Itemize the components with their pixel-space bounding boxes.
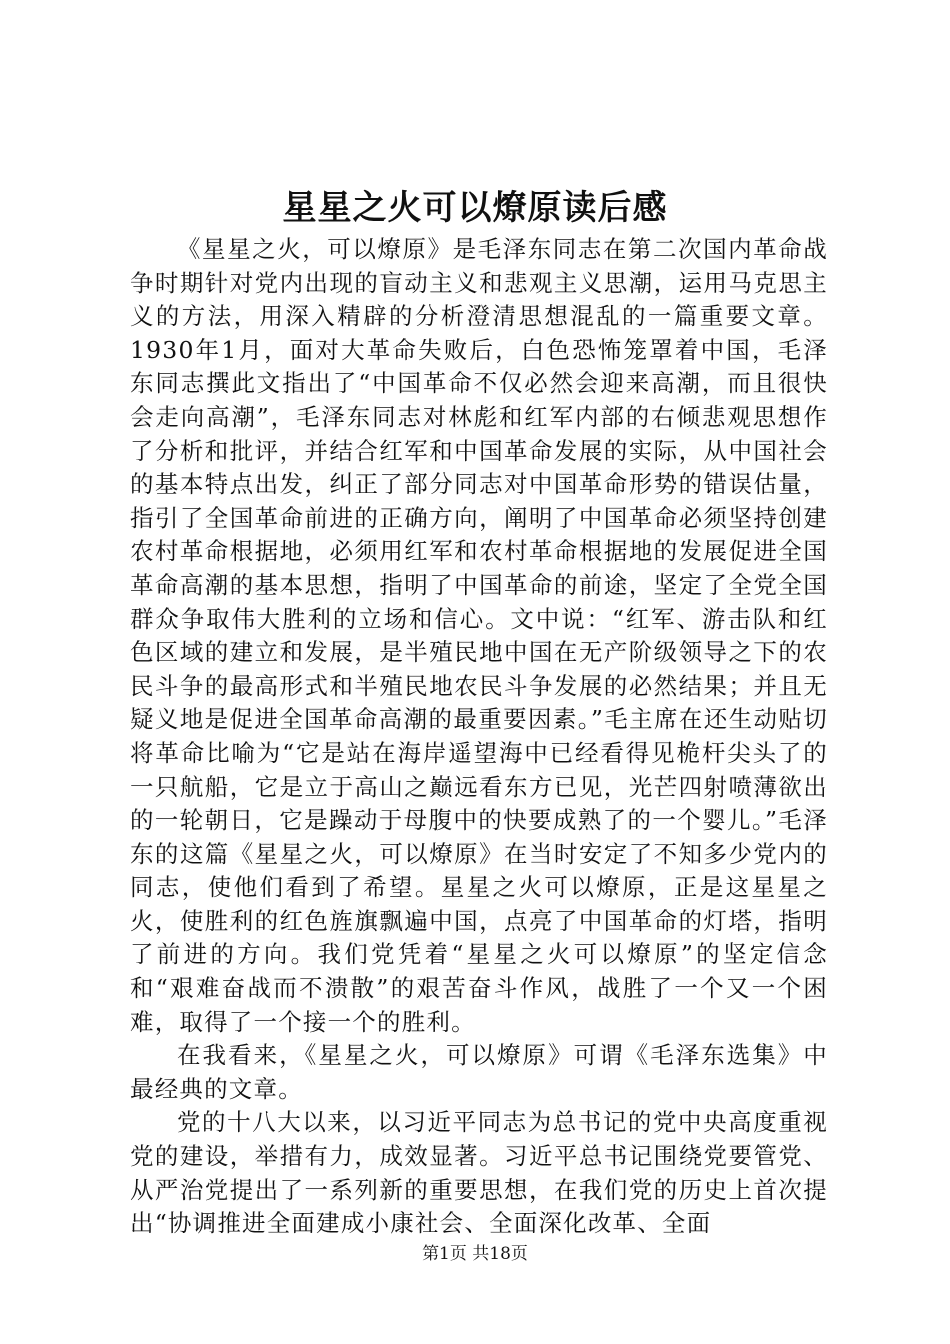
paragraph-1: 《星星之火，可以燎原》是毛泽东同志在第二次国内革命战争时期针对党内出现的盲动主义和悲观主义思潮，运用马克思主义的方法，用深入精辟的分析澄清思想混乱的一篇重要文章。1930年1月，面对大革命失败后，白色恐怖笼罩着中国，毛泽东同志撰此文指出了“中国革命不仅必然会迎来高潮，而且很快会走向高潮”，毛泽东同志对林彪和红军内部的右倾悲观思想作了分析和批评，并结合红军和中国革命发展的实际，从中国社会的基本特点出发，纠正了部分同志对中国革命形势的错误估量，指引了全国革命前进的正确方向，阐明了中国革命必须坚持创建农村革命根据地，必须用红军和农村革命根据地的发展促进全国革命高潮的基本思想，指明了中国革命的前途，坚定了全党全国群众争取伟大胜利的立场和信心。文中说：“红军、游击队和红色区域的建立和发展，是半殖民地中国在无产阶级领导之下的农民斗争的最高形式和半殖民地农民斗争发展的必然结果；并且无疑义地是促进全国革命高潮的最重要因素。”毛主席在还生动贴切将革命比喻为“它是站在海岸遥望海中已经看得见桅杆尖头了的一只航船，它是立于高山之巅远看东方已见，光芒四射喷薄欲出的一轮朝日，它是躁动于母腹中的快要成熟了的一个婴儿。”毛泽东的这篇《星星之火，可以燎原》在当时安定了不知多少党内的同志，使他们看到了希望。星星之火可以燎原，正是这星星之火，使胜利的红色旌旗飘遍中国，点亮了中国革命的灯塔，指明了前进的方向。我们党凭着“星星之火可以燎原”的坚定信念和“艰难奋战而不溃散”的艰苦奋斗作风，战胜了一个又一个困难，取得了一个接一个的胜利。 [130,235,828,1036]
paragraph-2: 在我看来，《星星之火，可以燎原》可谓《毛泽东选集》中最经典的文章。 [130,1041,828,1103]
document-body [130,233,828,1241]
page-number-footer: 第1页 共18页 [422,1244,528,1264]
document-title: 星星之火可以燎原读后感 [282,188,668,228]
paragraph-3: 党的十八大以来，以习近平同志为总书记的党中央高度重视党的建设，举措有力，成效显著。习近平总书记围绕党要管党、从严治党提出了一系列新的重要思想，在我们党的历史上首次提出“协调推进全面建成小康社会、全面深化改革、全面 [130,1108,828,1238]
